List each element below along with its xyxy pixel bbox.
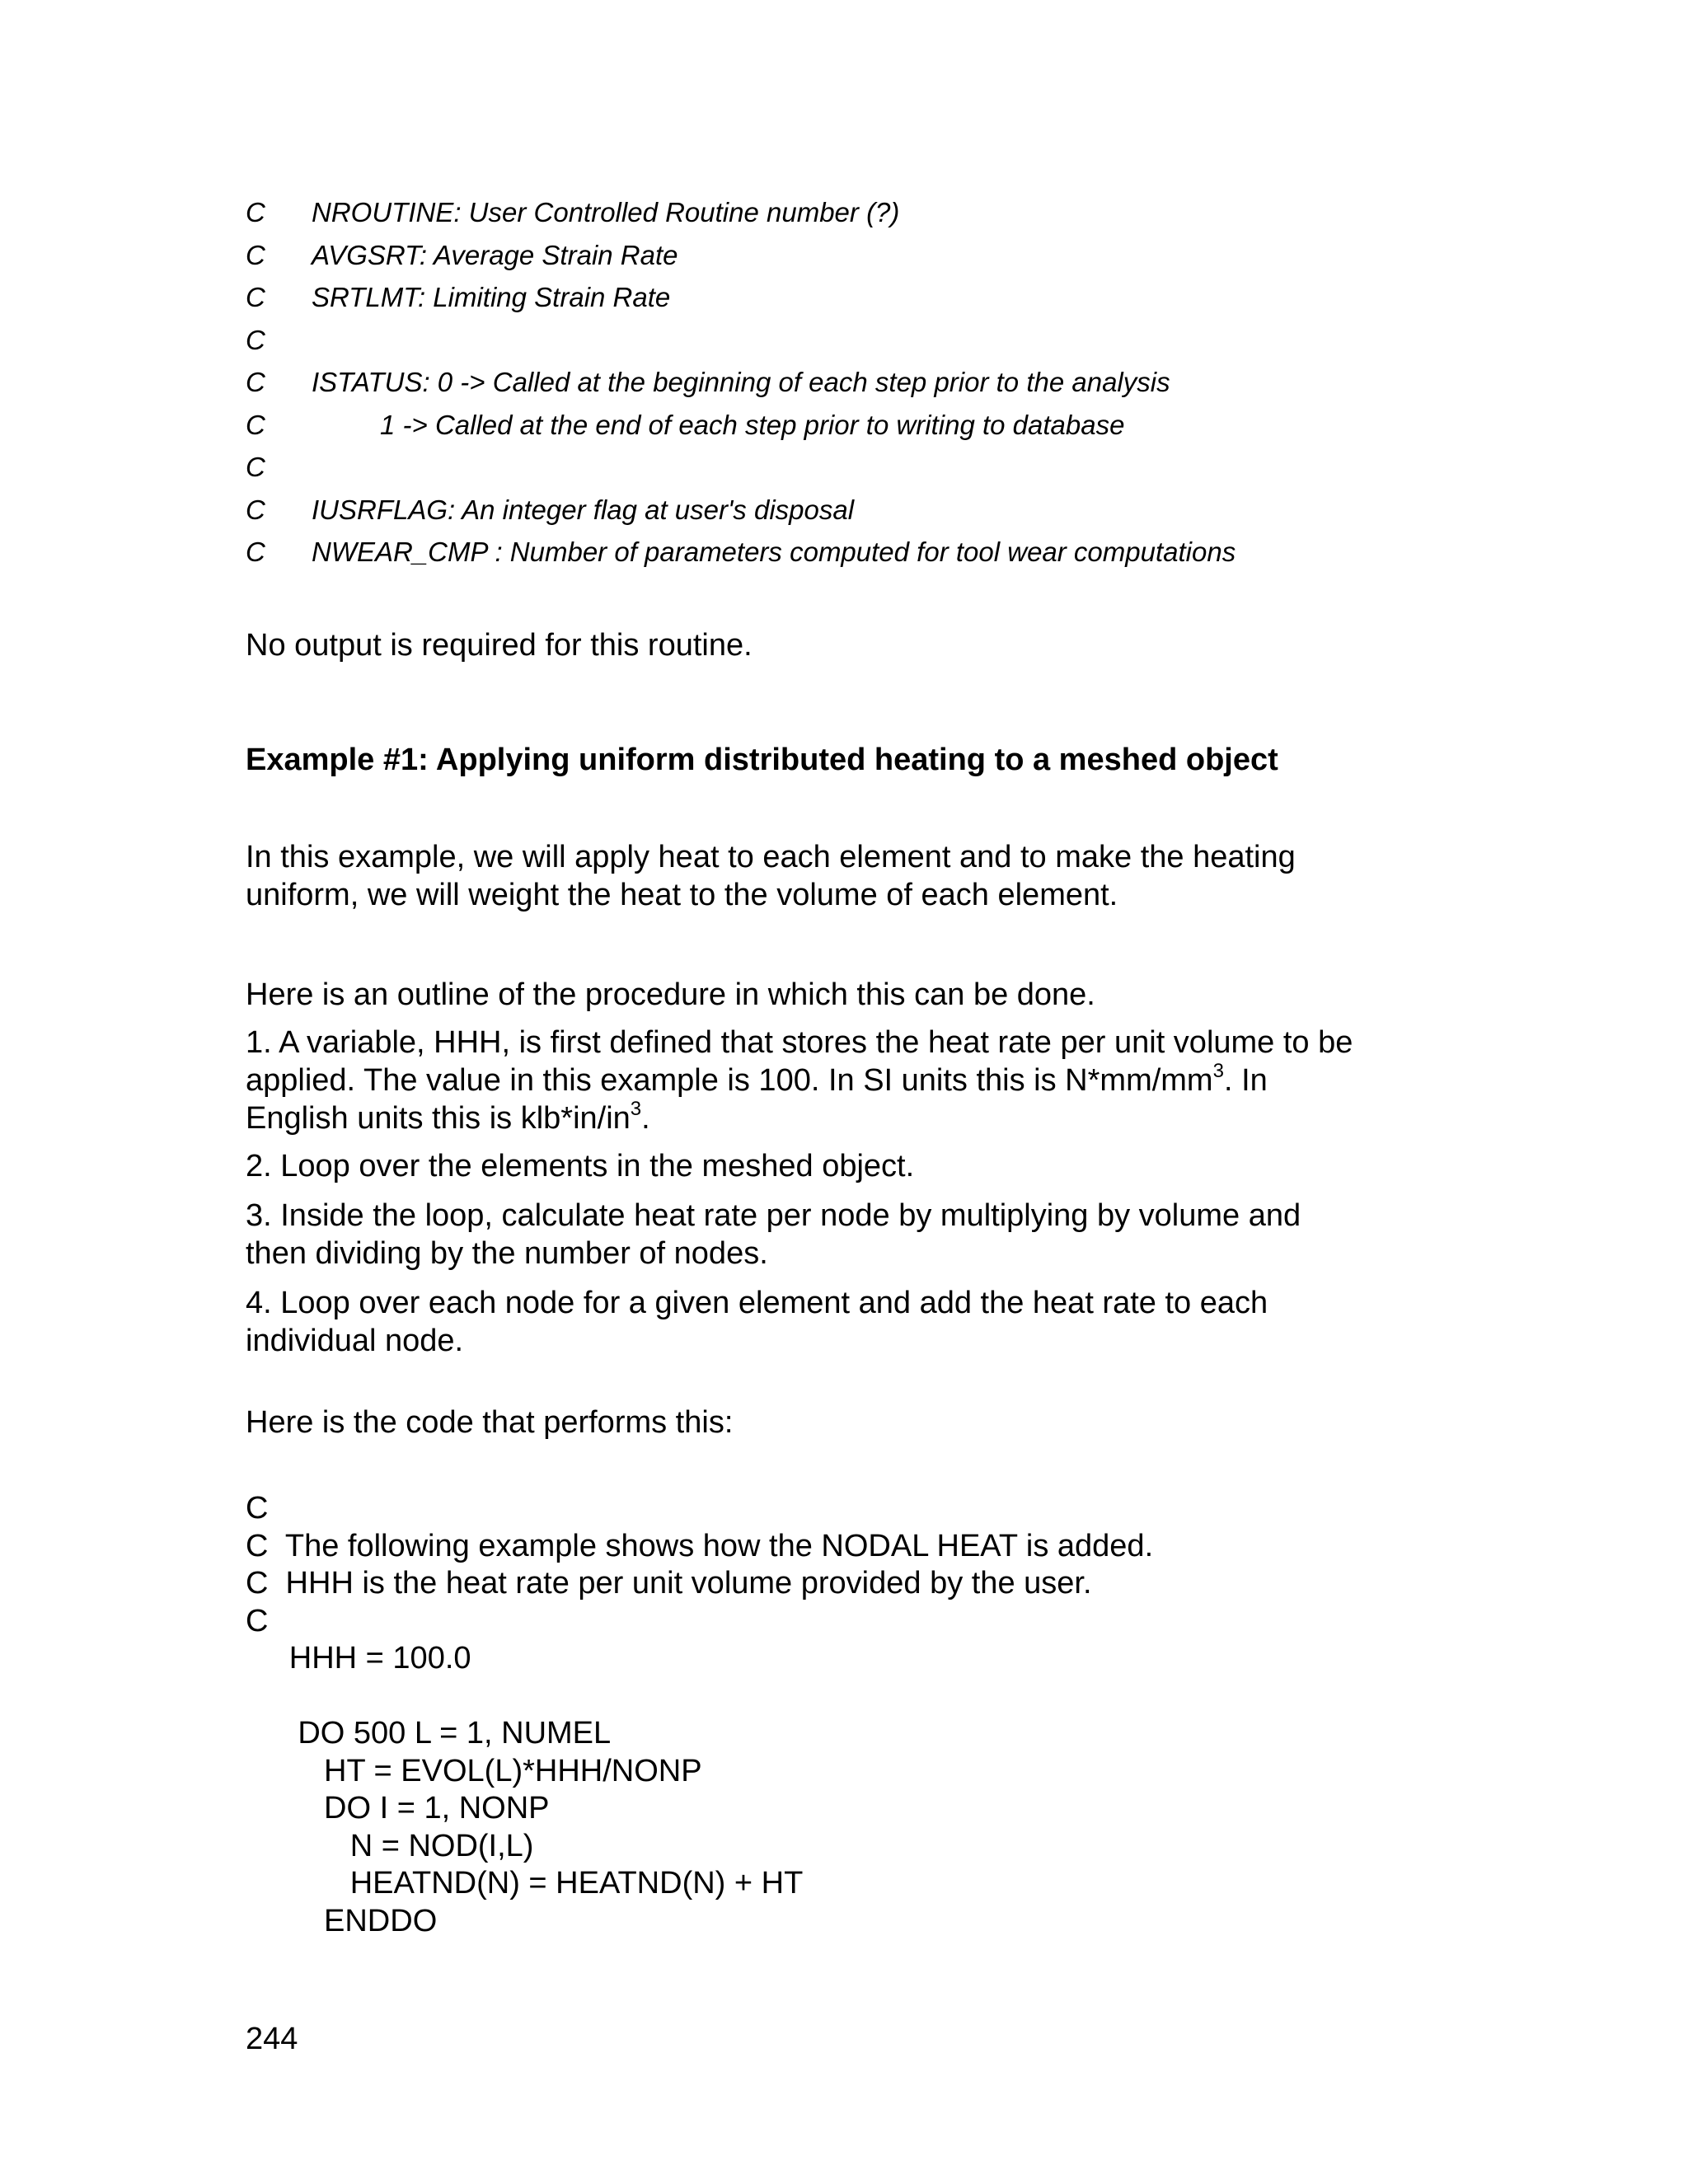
comment-line (246, 534, 1482, 577)
comment-line (246, 492, 1482, 535)
comment-line (246, 449, 1482, 492)
code-line: C HHH is the heat rate per unit volume provided by the user. (246, 1566, 1092, 1601)
intro-line: In this example, we will apply heat to each element and to make the heating (246, 840, 1296, 874)
page-number: 244 (246, 2022, 298, 2056)
code-intro: Here is the code that performs this: (246, 1405, 734, 1440)
example-heading: Example #1: Applying uniform distributed heating to a meshed object (246, 743, 1278, 777)
step-4-line: 4. Loop over each node for a given element and add the heat rate to each (246, 1286, 1268, 1320)
comment-line (246, 237, 1482, 280)
code-line: HHH = 100.0 (246, 1641, 471, 1675)
step-4 (246, 1284, 1441, 1360)
step-1-line (246, 1062, 1441, 1099)
comment-marker: C (246, 282, 265, 312)
code-line: DO 500 L = 1, NUMEL (246, 1716, 612, 1750)
comment-text: NROUTINE: User Controlled Routine number (?) (312, 197, 900, 227)
step-3-line: then dividing by the number of nodes. (246, 1236, 768, 1271)
step-1-line: 1. A variable, HHH, is first defined that stores the heat rate per unit volume to be (246, 1025, 1353, 1060)
step-1-text: applied. The value in this example is 100. In SI units this is N*mm/mm (246, 1063, 1213, 1098)
superscript: 3 (1212, 1060, 1224, 1083)
comment-text: SRTLMT: Limiting Strain Rate (312, 282, 671, 312)
step-4-line: individual node. (246, 1324, 464, 1358)
code-line: C (246, 1491, 269, 1526)
comment-text: 1 -> Called at the end of each step prior to writing to database (380, 409, 1125, 440)
comment-marker: C (246, 452, 265, 482)
comment-text: AVGSRT: Average Strain Rate (312, 239, 678, 270)
comment-text: ISTATUS: 0 -> Called at the beginning of each step prior to the analysis (312, 367, 1170, 397)
comment-line (246, 407, 1482, 450)
comment-line (246, 322, 1482, 365)
comment-header-block (246, 194, 1482, 577)
comment-text: IUSRFLAG: An integer flag at user's disposal (312, 494, 855, 525)
code-line: HT = EVOL(L)*HHH/NONP (246, 1753, 702, 1788)
step-2: 2. Loop over the elements in the meshed object. (246, 1149, 915, 1183)
code-block (246, 1490, 1400, 1940)
comment-line (246, 364, 1482, 407)
step-1-line (246, 1099, 1441, 1137)
no-output-note: No output is required for this routine. (246, 628, 753, 663)
comment-marker: C (246, 494, 265, 525)
comment-marker: C (246, 537, 265, 567)
code-line: C (246, 1603, 269, 1638)
code-line: ENDDO (246, 1903, 438, 1938)
code-line: DO I = 1, NONP (246, 1791, 550, 1825)
comment-marker: C (246, 197, 265, 227)
step-1-text: . In (1223, 1063, 1268, 1098)
comment-marker: C (246, 367, 265, 397)
comment-line (246, 279, 1482, 322)
code-line: C The following example shows how the NODAL HEAT is added. (246, 1528, 1154, 1563)
code-line: N = NOD(I,L) (246, 1828, 534, 1863)
comment-marker: C (246, 324, 265, 355)
code-line (246, 1678, 1400, 1716)
intro-paragraph (246, 838, 1441, 914)
code-line: HEATND(N) = HEATND(N) + HT (246, 1866, 804, 1900)
step-1-text: . (641, 1101, 650, 1136)
comment-marker: C (246, 409, 265, 440)
outline-intro: Here is an outline of the procedure in which this can be done. (246, 977, 1095, 1012)
comment-text: NWEAR_CMP : Number of parameters computed for tool wear computations (312, 537, 1236, 567)
comment-line (246, 194, 1482, 237)
superscript: 3 (630, 1098, 642, 1121)
comment-marker: C (246, 239, 265, 270)
step-1-text: English units this is klb*in/in (246, 1101, 631, 1136)
intro-line: uniform, we will weight the heat to the volume of each element. (246, 878, 1118, 912)
step-3 (246, 1197, 1441, 1272)
step-3-line: 3. Inside the loop, calculate heat rate per node by multiplying by volume and (246, 1198, 1301, 1233)
step-1 (246, 1024, 1441, 1137)
